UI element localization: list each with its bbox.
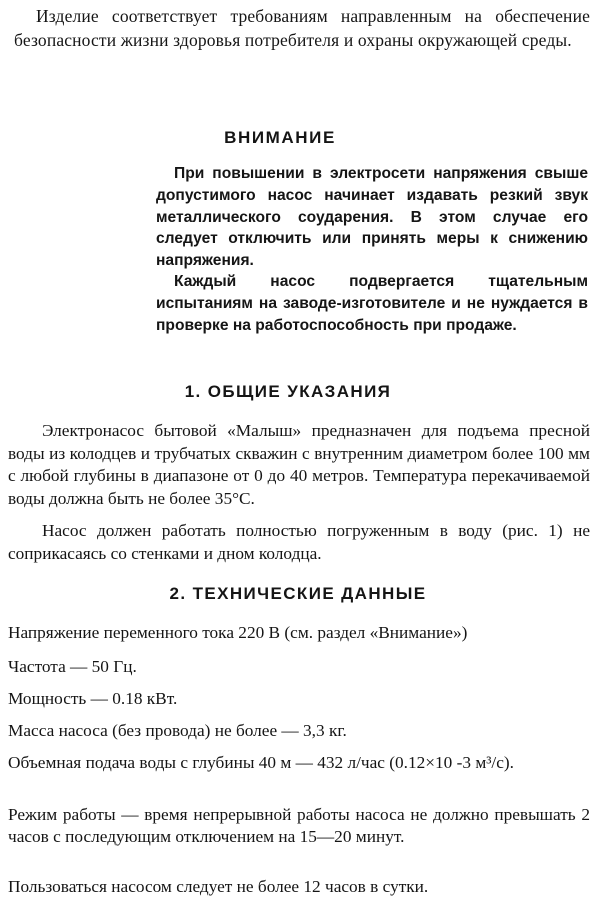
spec-frequency: Частота — 50 Гц.	[8, 657, 137, 676]
spec-voltage: Напряжение переменного тока 220 В (см. раздел «Внимание»)	[8, 623, 468, 642]
general-paragraph-1: Электронасос бытовой «Малыш» предназначен для подъема пресной воды из колодцев и трубчатых скважин с внутренним диаметром более 100 мм с любой глубины в диапазоне от 0 до 40 метров. Температура перекачиваемой воды должна быть не более 35°С.	[8, 421, 590, 508]
warning-paragraph-2: Каждый насос подвергается тщательным испытаниям на заводе-изготовителе и не нуждается в проверке на работоспособность при продаже.	[156, 273, 588, 334]
section-1-title: 1. ОБЩИЕ УКАЗАНИЯ	[184, 382, 392, 401]
warning-title: ВНИМАНИЕ	[224, 128, 336, 147]
section-2-title: 2. ТЕХНИЧЕСКИЕ ДАННЫЕ	[169, 584, 427, 603]
spec-operating-mode: Режим работы — время непрерывной работы насоса не должно превышать 2 часов с последующим отключением на 15—20 минут.	[8, 805, 590, 846]
warning-paragraph-1: При повышении в электросети напряжения свыше допустимого насос начинает издавать резкий звук металлического соударения. В этом случае его следует отключить или принять меры к снижению напряжения.	[156, 165, 588, 270]
spec-daily-limit: Пользоваться насосом следует не более 12 часов в сутки.	[8, 877, 429, 896]
spec-mass: Масса насоса (без провода) не более — 3,3 кг.	[8, 721, 347, 740]
intro-paragraph: Изделие соответствует требованиям направленным на обеспечение безопасности жизни здоровья потребителя и охраны окружающей среды.	[14, 6, 590, 50]
spec-power: Мощность — 0.18 кВт.	[8, 689, 178, 708]
spec-flow: Объемная подача воды с глубины 40 м — 432 л/час (0.12×10 -3 м³/с).	[8, 753, 514, 772]
general-paragraph-2: Насос должен работать полностью погруженным в воду (рис. 1) не соприкасаясь со стенками и дном колодца.	[8, 521, 590, 563]
